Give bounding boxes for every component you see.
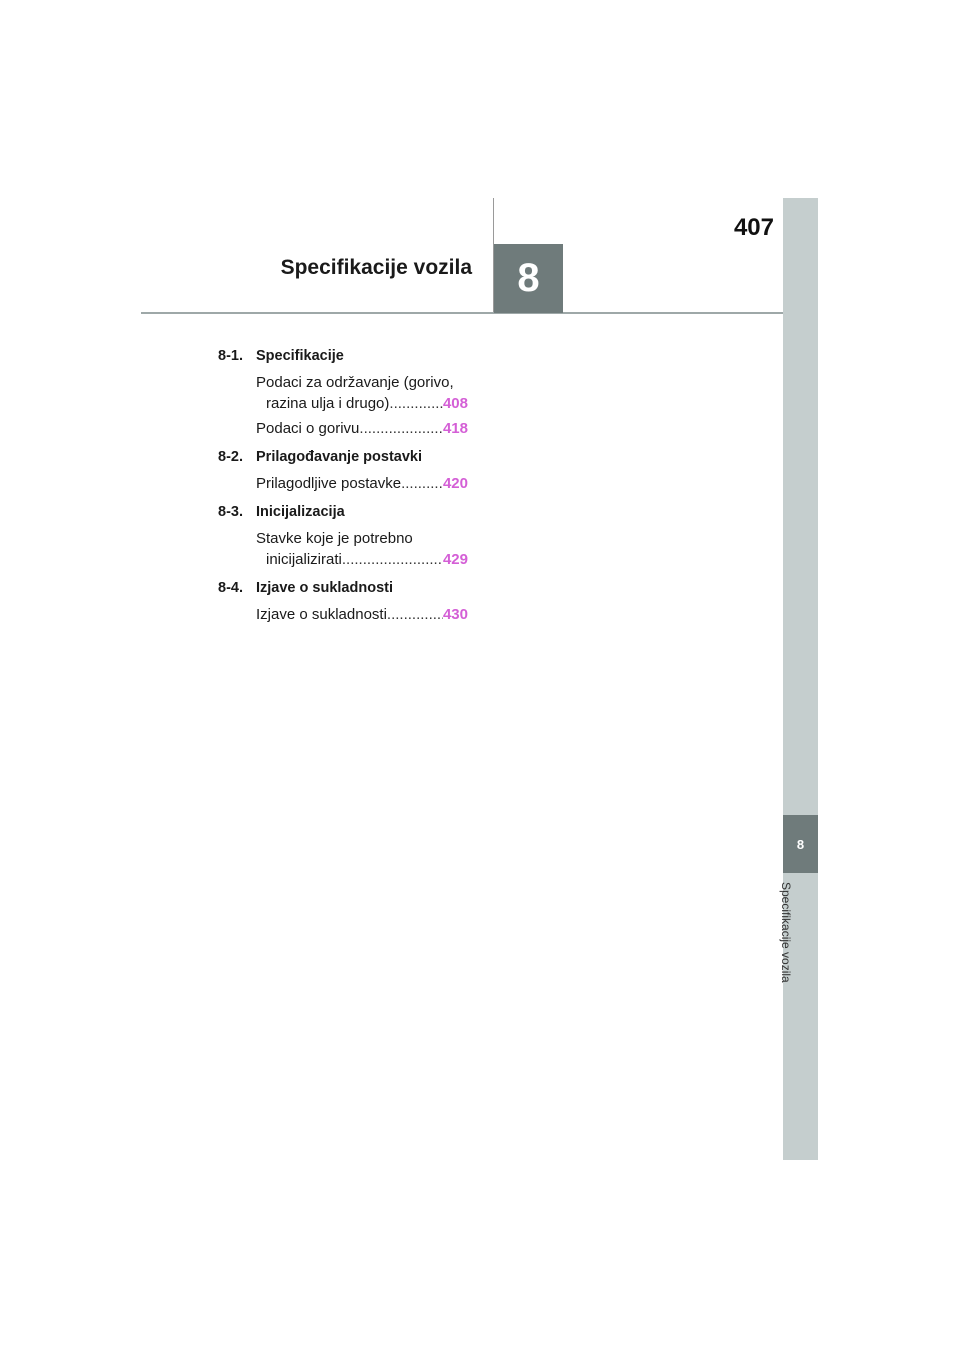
page-link[interactable]: 418 bbox=[442, 420, 468, 437]
page-link[interactable]: 429 bbox=[442, 551, 468, 568]
toc-section-8-3 bbox=[218, 500, 468, 570]
chapter-title: Specifikacije vozila bbox=[280, 256, 472, 279]
page-link[interactable]: 430 bbox=[442, 606, 468, 623]
dot-leader bbox=[342, 549, 443, 570]
toc-section-8-1 bbox=[218, 344, 468, 439]
toc-section-heading[interactable] bbox=[218, 445, 468, 469]
table-of-contents bbox=[218, 344, 468, 625]
entry-text: razina ulja i drugo) bbox=[266, 395, 390, 412]
entry-text: Stavke koje je potrebno bbox=[256, 530, 413, 547]
entry-text: Izjave o sukladnosti bbox=[256, 606, 387, 623]
entry-text: Podaci za održavanje (gorivo, bbox=[256, 374, 454, 391]
side-thumb-tab bbox=[783, 198, 818, 1160]
section-number: 8-1. bbox=[218, 348, 243, 364]
section-number: 8-2. bbox=[218, 449, 243, 465]
dot-leader bbox=[389, 393, 443, 414]
chapter-number-box: 8 bbox=[494, 244, 563, 313]
toc-section-heading[interactable] bbox=[218, 344, 468, 368]
dot-leader bbox=[359, 418, 443, 439]
page-number: 407 bbox=[733, 214, 774, 241]
side-tab-number: 8 bbox=[783, 815, 818, 873]
toc-entry[interactable] bbox=[218, 372, 468, 414]
section-number: 8-4. bbox=[218, 580, 243, 596]
entry-text: Prilagodljive postavke bbox=[256, 475, 402, 492]
section-title: Izjave o sukladnosti bbox=[256, 580, 393, 596]
section-number: 8-3. bbox=[218, 504, 243, 520]
toc-entry[interactable] bbox=[218, 418, 468, 439]
entry-text: Podaci o gorivu bbox=[256, 420, 360, 437]
toc-entry[interactable] bbox=[218, 604, 468, 625]
page-link[interactable]: 408 bbox=[442, 395, 468, 412]
section-title: Specifikacije bbox=[256, 348, 344, 364]
toc-section-8-2 bbox=[218, 445, 468, 494]
dot-leader bbox=[401, 473, 443, 494]
side-tab-label: Specifikacije vozila bbox=[779, 882, 793, 983]
toc-section-heading[interactable] bbox=[218, 576, 468, 600]
section-title: Prilagođavanje postavki bbox=[256, 449, 423, 465]
toc-entry[interactable] bbox=[218, 528, 468, 570]
header-divider-horizontal bbox=[141, 312, 783, 314]
toc-entry[interactable] bbox=[218, 473, 468, 494]
entry-text: inicijalizirati bbox=[266, 551, 342, 568]
toc-section-heading[interactable] bbox=[218, 500, 468, 524]
section-title: Inicijalizacija bbox=[256, 504, 345, 520]
toc-section-8-4 bbox=[218, 576, 468, 625]
page-link[interactable]: 420 bbox=[442, 475, 468, 492]
dot-leader bbox=[387, 604, 443, 625]
